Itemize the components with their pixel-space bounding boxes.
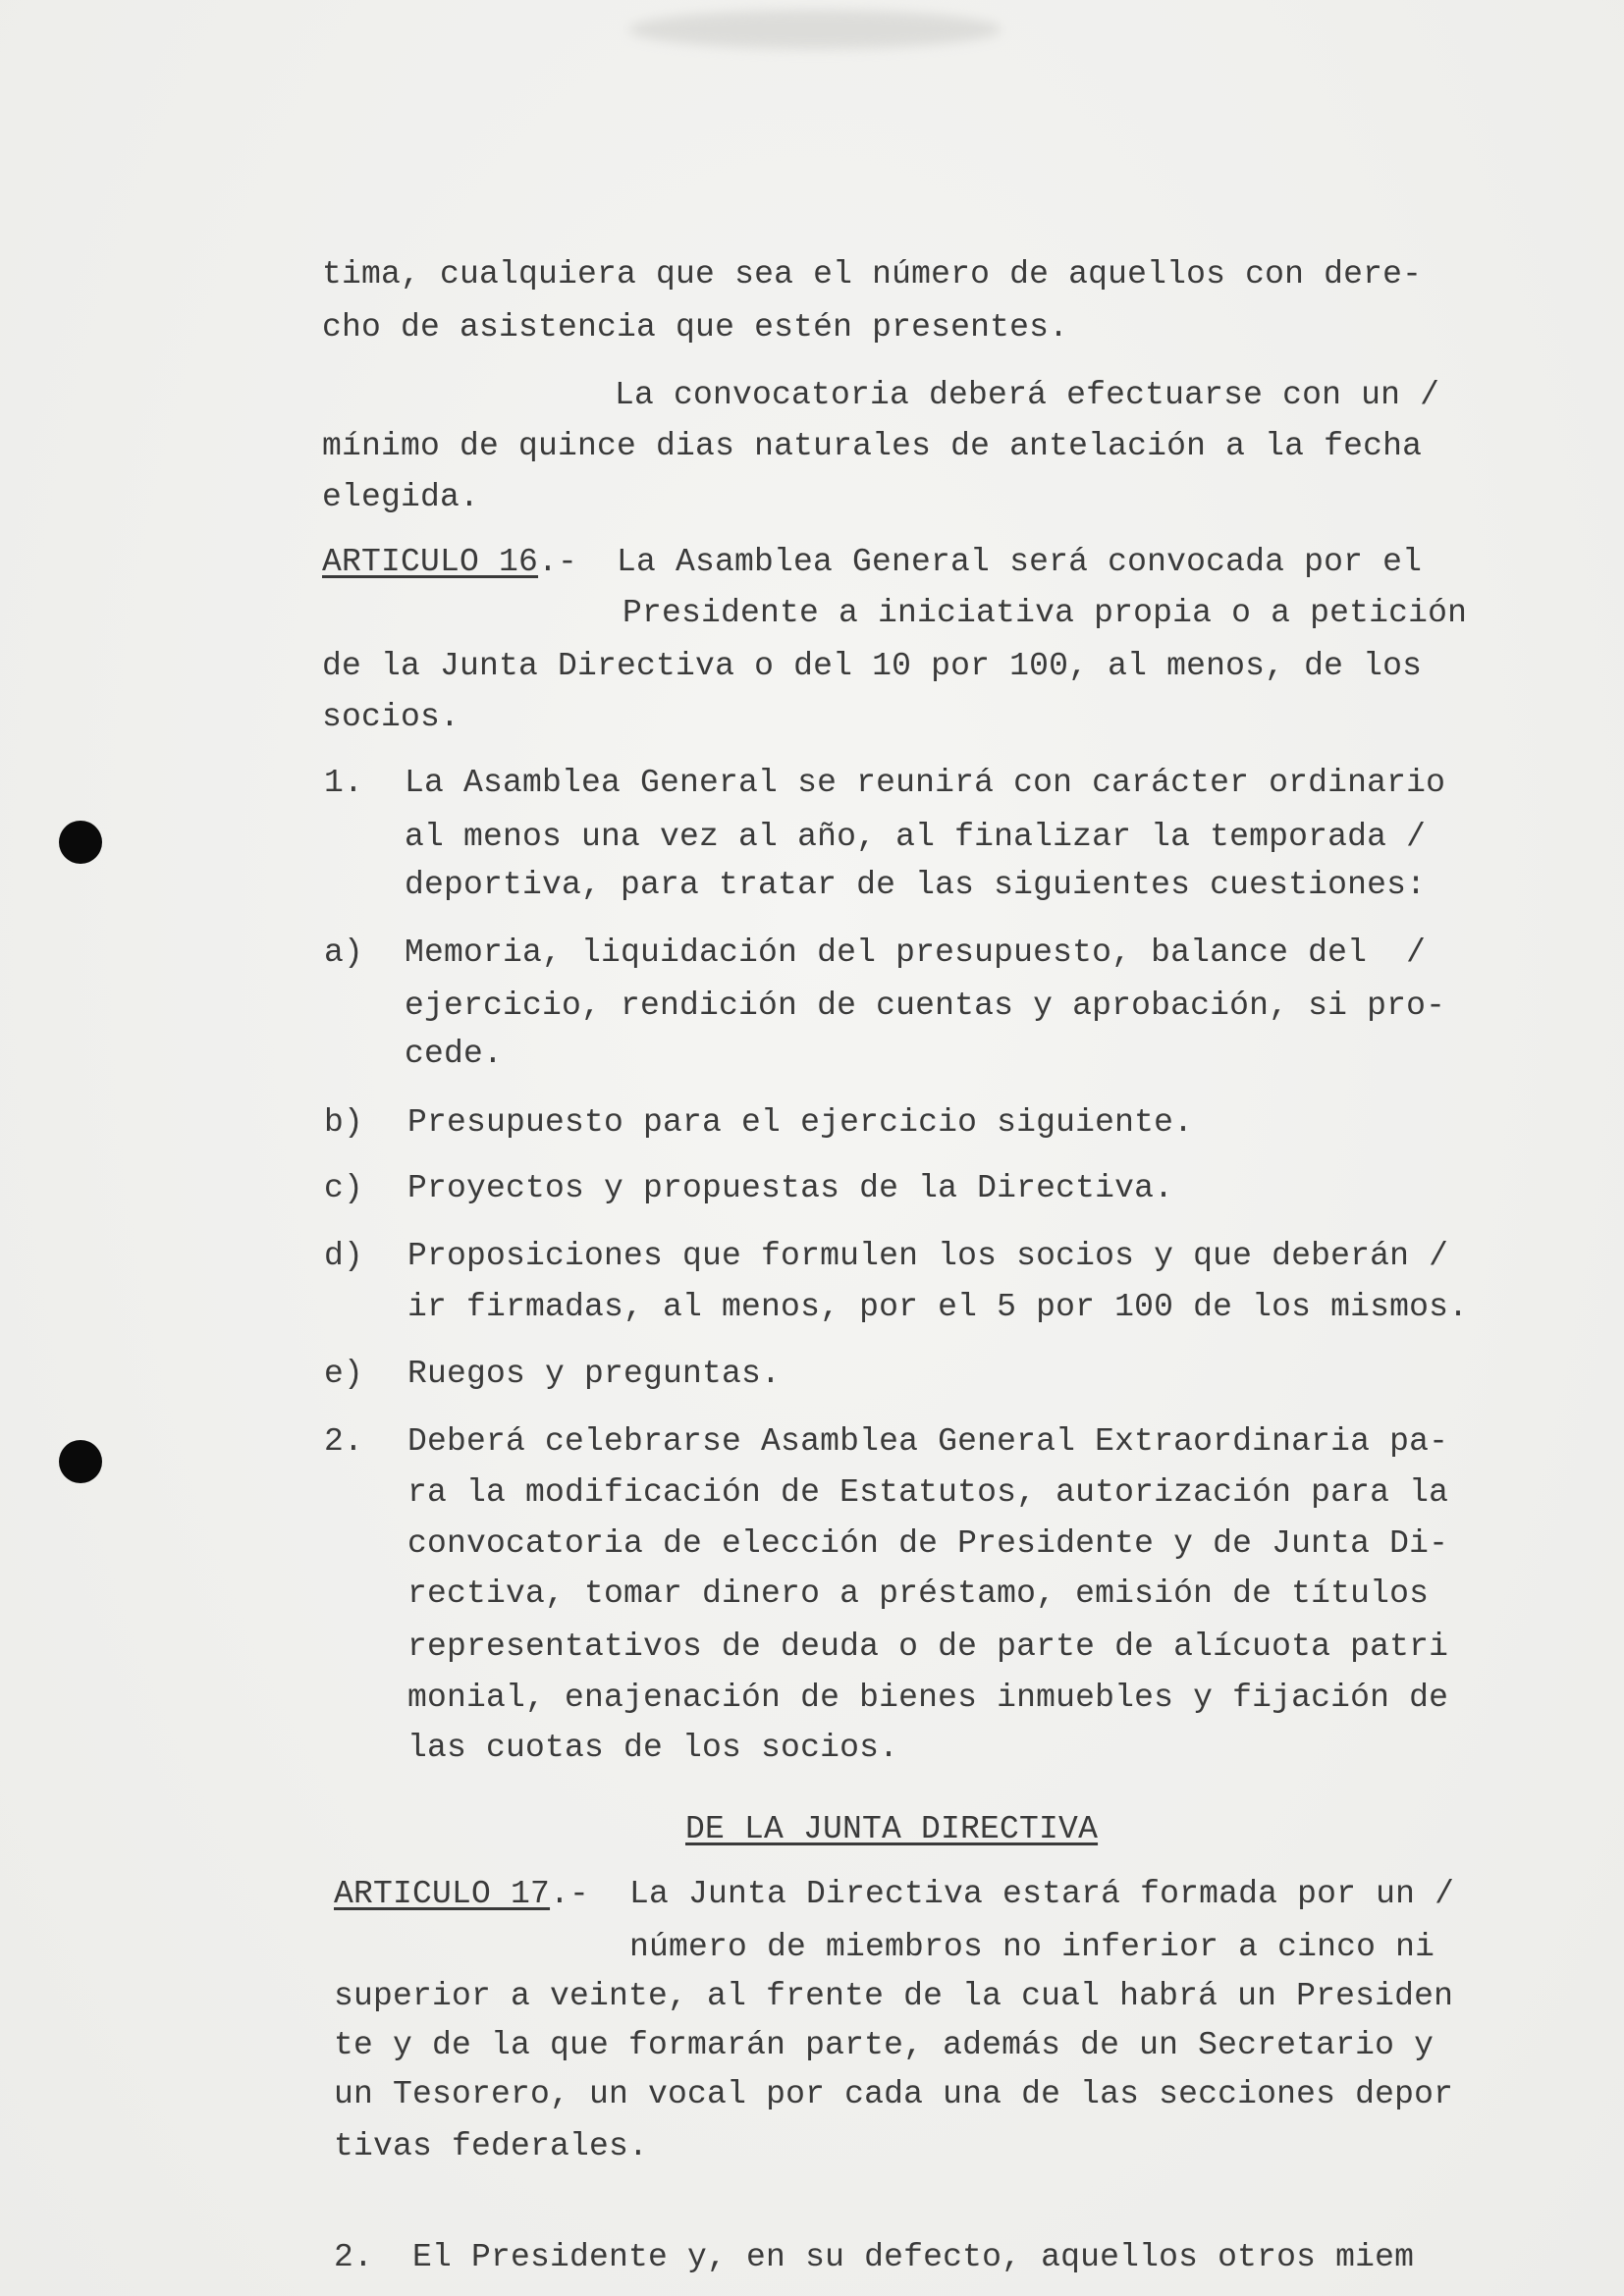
text-line: mínimo de quince dias naturales de antelación a la fecha [322,428,1423,464]
list-letter: a) [324,934,364,971]
text-line: tima, cualquiera que sea el número de aquellos con dere- [322,256,1423,293]
text-line: Proposiciones que formulen los socios y que deberán / [407,1238,1449,1274]
text-line: convocatoria de elección de Presidente y de Junta Di- [407,1525,1449,1562]
list-letter: c) [324,1170,364,1206]
article-17-suffix: .- [550,1876,590,1912]
text-line: Memoria, liquidación del presupuesto, balance del / [405,934,1427,971]
text-line: las cuotas de los socios. [407,1730,899,1766]
text-line: Presupuesto para el ejercicio siguiente. [407,1104,1194,1141]
text-line: Deberá celebrarse Asamblea General Extraordinaria pa- [407,1423,1449,1460]
article-16-label: ARTICULO 16 [322,544,539,580]
punch-hole [59,1440,102,1483]
text-line: ir firmadas, al menos, por el 5 por 100 de los mismos. [407,1289,1469,1325]
text-line: superior a veinte, al frente de la cual habrá un Presiden [334,1978,1454,2014]
scan-smudge [628,10,1001,49]
text-line: ra la modificación de Estatutos, autorización para la [407,1474,1449,1511]
text-line: La Asamblea General será convocada por el [617,544,1423,580]
text-line: cho de asistencia que estén presentes. [322,309,1069,346]
text-line: te y de la que formarán parte, además de un Secretario y [334,2027,1435,2063]
text-line: rectiva, tomar dinero a préstamo, emisión de títulos [407,1575,1430,1612]
text-line: de la Junta Directiva o del 10 por 100, al menos, de los [322,648,1423,684]
list-number: 2. [334,2239,374,2275]
list-letter: d) [324,1238,364,1274]
article-16-suffix: .- [538,544,578,580]
text-line: número de miembros no inferior a cinco ni [629,1929,1435,1965]
text-line: La convocatoria deberá efectuarse con un / [615,377,1440,413]
text-line: cede. [405,1036,504,1072]
text-line: al menos una vez al año, al finalizar la temporada / [405,819,1427,855]
text-line: Presidente a iniciativa propia o a petición [623,595,1468,631]
text-line: ejercicio, rendición de cuentas y aprobación, si pro- [405,988,1446,1024]
list-letter: b) [324,1104,364,1141]
text-line: representativos de deuda o de parte de alícuota patri [407,1629,1449,1665]
list-number: 2. [324,1423,364,1460]
text-line: un Tesorero, un vocal por cada una de las secciones depor [334,2076,1454,2112]
section-heading: DE LA JUNTA DIRECTIVA [685,1811,1099,1847]
list-number: 1. [324,765,364,801]
article-16-heading [322,543,577,582]
article-17-label: ARTICULO 17 [334,1876,551,1912]
punch-hole [59,821,102,864]
text-line: Ruegos y preguntas. [407,1356,782,1392]
text-line: deportiva, para tratar de las siguientes cuestiones: [405,867,1427,903]
text-line: La Asamblea General se reunirá con carácter ordinario [405,765,1446,801]
text-line: La Junta Directiva estará formada por un / [629,1876,1455,1912]
text-line: tivas federales. [334,2128,649,2164]
text-line: elegida. [322,479,480,515]
text-line: El Presidente y, en su defecto, aquellos otros miem [412,2239,1415,2275]
list-letter: e) [324,1356,364,1392]
text-line: socios. [322,699,460,735]
article-17-heading [334,1875,589,1914]
text-line: Proyectos y propuestas de la Directiva. [407,1170,1174,1206]
text-line: monial, enajenación de bienes inmuebles y fijación de [407,1680,1449,1716]
